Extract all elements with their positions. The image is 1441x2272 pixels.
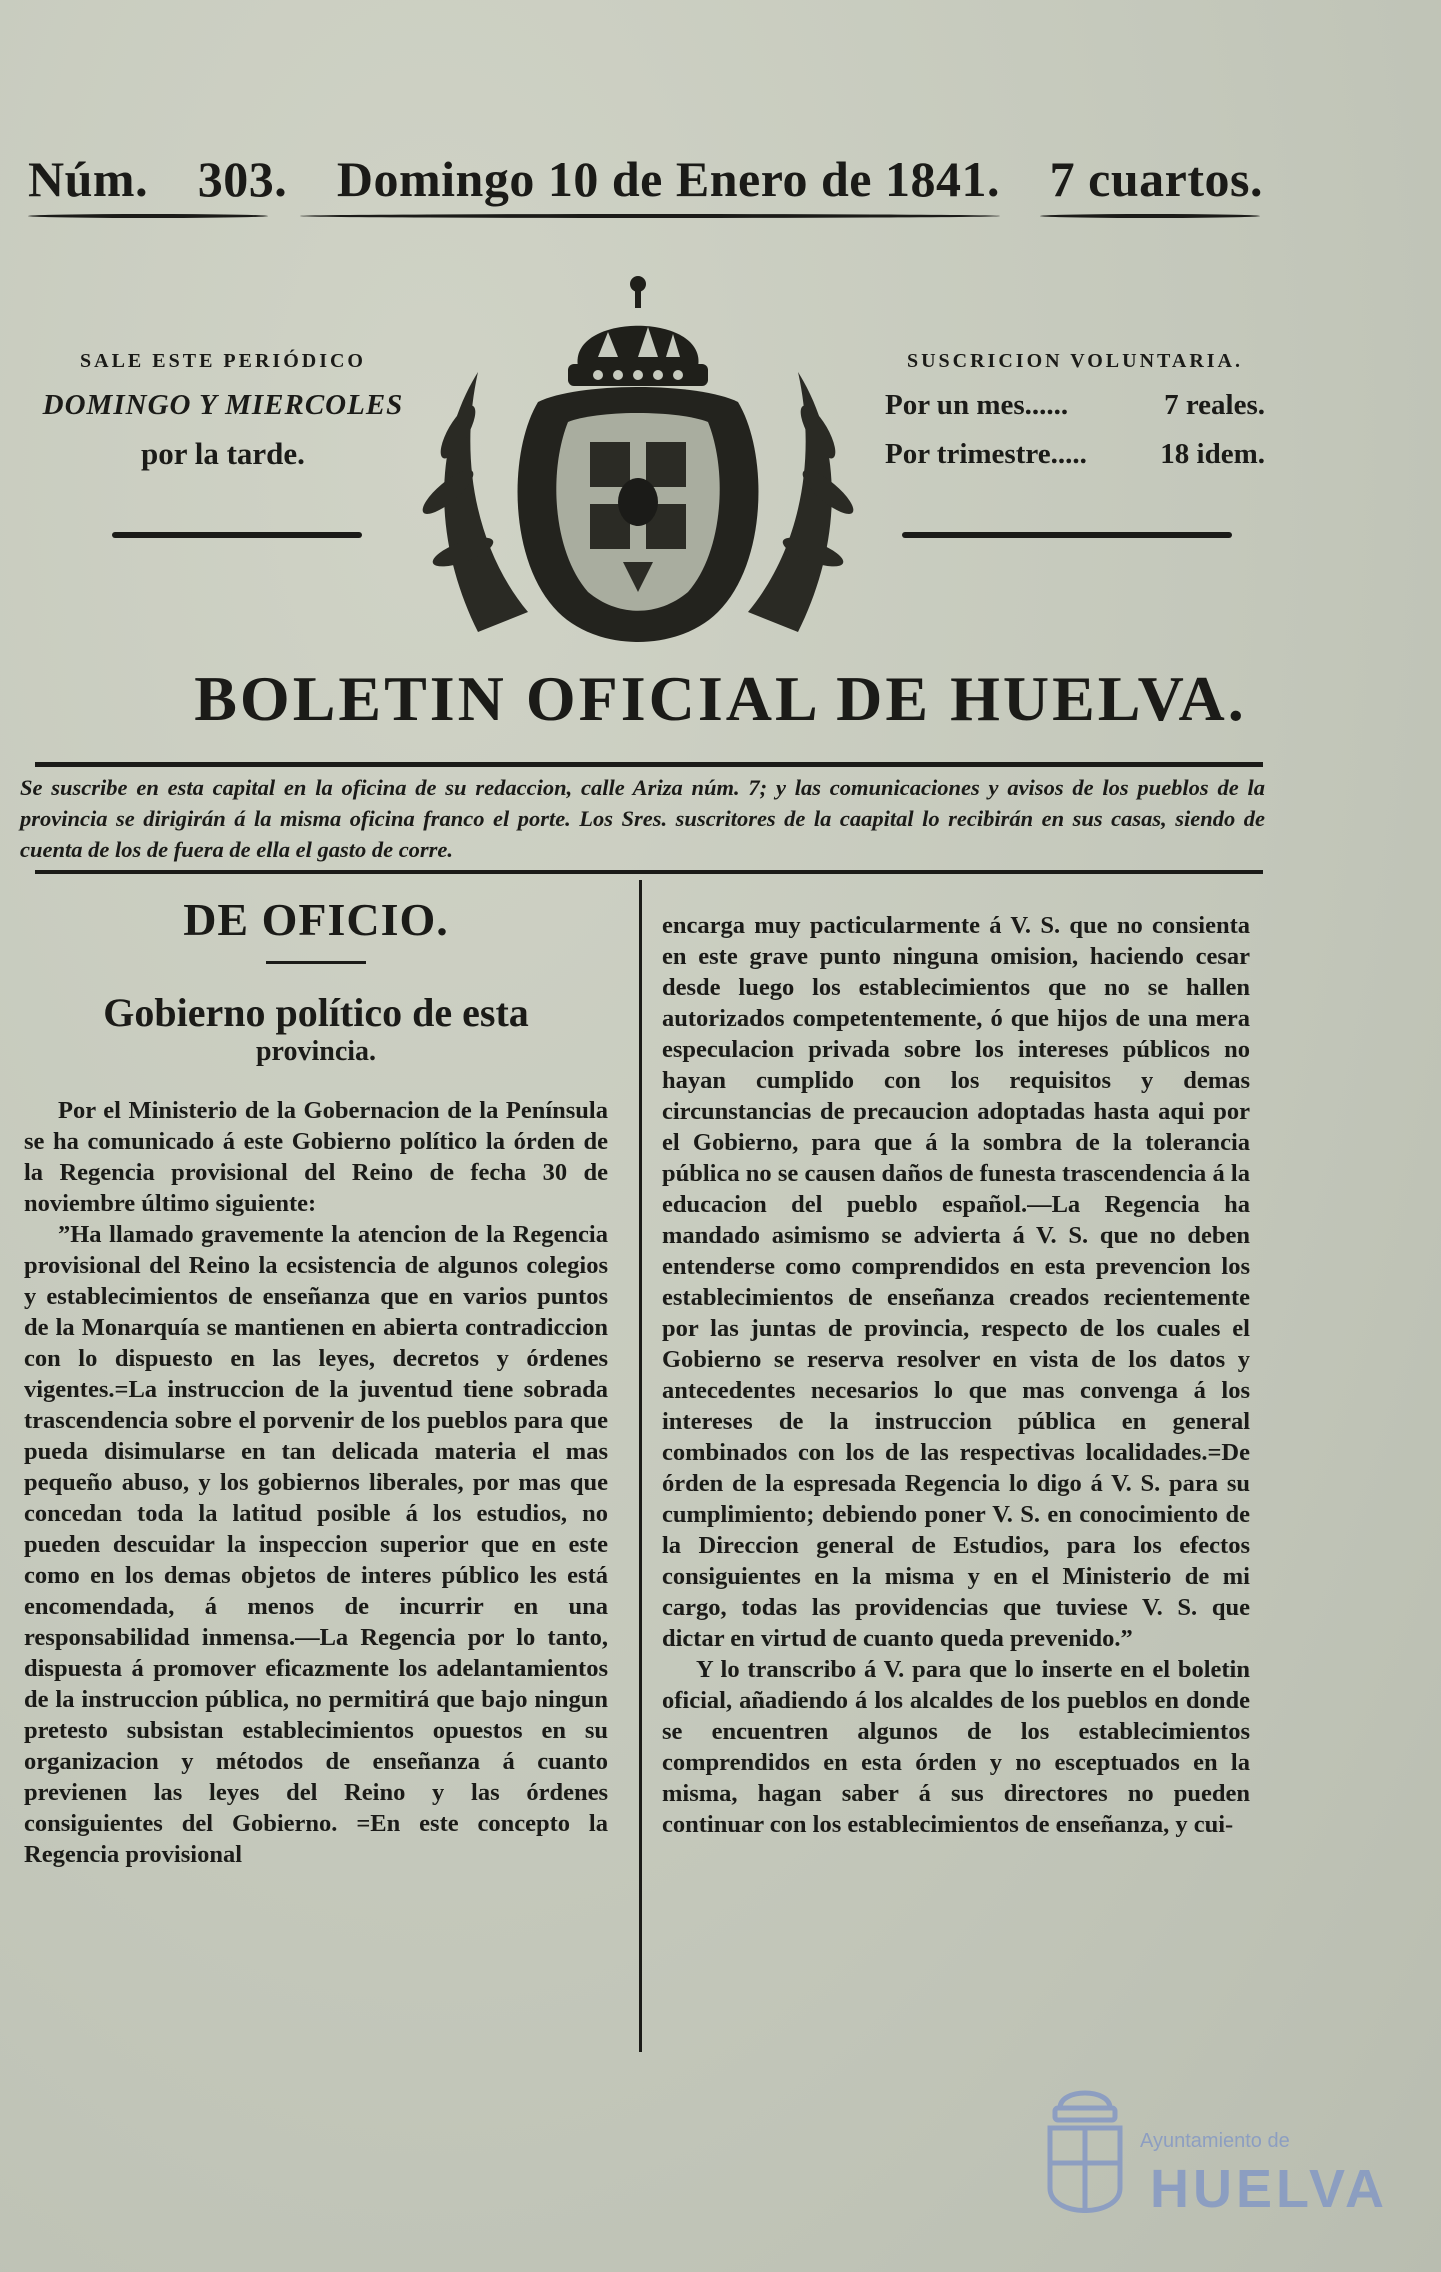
issue-date: Domingo 10 de Enero de 1841. <box>336 151 1000 207</box>
masthead-line <box>28 150 1263 208</box>
watermark-big-text: HUELVA <box>1150 2159 1388 2219</box>
government-title: Gobierno político de esta <box>103 990 529 1035</box>
publication-info-line3: por la tarde. <box>141 436 305 471</box>
notice-bottom-rule <box>35 870 1263 874</box>
left-paragraph-2: ”Ha llamado gravemente la atencion de la Regencia provisional del Reino la ecsistencia de algunos colegios y establecimientos de enseñanza que en varios puntos de la Monarquía se mantienen en abierta contradiccion con lo dispuesto en las leyes, decretos y órdenes vigentes.=La instruccion de la juventud tiene sobrada trascendencia sobre el porvenir de los pueblos para que pueda disimularse en tan delicada materia el mas pequeño abuso, y los gobiernos liberales, por mas que concedan toda la latitud posible á los estudios, no pueden descuidar la inspeccion superior que en este como en los demas objetos de interes público les está encomendada, á menos de incurrir en una responsabilidad inmensa.—La Regencia por lo tanto, dispuesta á promover eficazmente los adelantamientos de la instruccion pública, no permitirá que bajo ningun pretesto subsistan establecimientos opuestos en su organizacion y métodos de enseñanza á cuanto previenen las leyes del Reino y las órdenes consiguientes del Gobierno. =En este concepto la Regencia provisional <box>24 1221 608 1868</box>
subscription-month-label: Por un mes...... <box>885 389 1069 421</box>
left-column <box>24 894 608 1870</box>
left-paragraph-1: Por el Ministerio de la Gobernacion de la Península se ha comunicado á este Gobierno político la órden de la Regencia provisional del Reino de fecha 30 de noviembre último siguiente: <box>24 1097 608 1217</box>
subscription-month-price: 7 reales. <box>1164 389 1265 421</box>
government-subtitle: provincia. <box>255 1036 377 1067</box>
section-heading: DE OFICIO. <box>183 894 449 945</box>
subscription-quarter-label: Por trimestre..... <box>885 438 1087 470</box>
masthead-underline-2 <box>300 214 1000 218</box>
num-label: Núm. <box>28 151 149 207</box>
masthead-underline-3 <box>1040 214 1260 218</box>
watermark-crest-icon <box>1030 2068 1140 2238</box>
publication-info-line2: DOMINGO Y MIERCOLES <box>42 389 404 421</box>
coat-of-arms-icon <box>418 272 858 652</box>
publication-info <box>28 350 418 472</box>
subscription-info <box>885 350 1265 471</box>
subscription-quarter-row <box>885 438 1265 471</box>
column-divider <box>639 880 642 2052</box>
right-paragraph-2: Y lo transcribo á V. para que lo inserte en el boletin oficial, añadiendo á los alcaldes de los pueblos en donde se encuentren algunos de los establecimientos comprendidos en esta órden y no esceptuados en la misma, hagan saber á sus directores no pueden continuar con los establecimientos de enseñanza, y cui- <box>662 1656 1250 1838</box>
left-block-rule <box>112 532 362 538</box>
right-paragraph-1: encarga muy pacticularmente á V. S. que no consienta en este grave punto ninguna omision, haciendo cesar desde luego los establecimientos que no se hallen autorizados competentemente, ó que hijos de una mera especulacion privada sobre los intereses públicos no hayan cumplido con los requisitos y demas circunstancias de precaucion adoptadas hasta aqui por el Gobierno, para que á la sombra de la tolerancia pública no se causen daños de funesta trascendencia á la educacion del pueblo español.—La Regencia ha mandado asimismo se advierta á V. S. que no deben entenderse como comprendidos en esta prevencion los establecimientos de enseñanza creados recientemente por las juntas de provincia, respecto de los cuales el Gobierno se reserva resolver en vista de los datos y antecedentes necesarios lo que mas convenga á los intereses de la instruccion pública en general combinados con los de las respectivas localidades.=De órden de la espresada Regencia lo digo á V. S. para su cumplimiento; debiendo poner V. S. en conocimiento de la Direccion general de Estudios, para los efectos consiguientes en la misma y en el Ministerio de mi cargo, todas las providencias que tuviese V. S. que dictar en virtud de cuanto queda prevenido.” <box>662 912 1250 1652</box>
subscription-month-row <box>885 389 1265 422</box>
subscription-notice: Se suscribe en esta capital en la oficina de su redaccion, calle Ariza núm. 7; y las comunicaciones y avisos de los pueblos de la provincia se dirigirán á la misma oficina franco el porte. Los Sres. suscritores de la caapital lo recibirán en sus casas, siendo de cuenta de los de fuera de ella el gasto de corre. <box>20 775 1265 862</box>
masthead-underline-1 <box>28 214 268 218</box>
subscription-title: SUSCRICION VOLUNTARIA. <box>906 350 1244 372</box>
watermark <box>1030 2068 1388 2258</box>
newspaper-title: BOLETIN OFICIAL DE HUELVA. <box>194 663 1247 734</box>
notice-top-rule <box>35 762 1263 767</box>
issue-number: 303. <box>197 151 288 207</box>
subscription-quarter-price: 18 idem. <box>1160 438 1265 470</box>
right-block-rule <box>902 532 1232 538</box>
section-rule <box>266 961 366 964</box>
right-column <box>662 910 1250 1840</box>
watermark-small-text: Ayuntamiento de <box>1140 2130 1290 2152</box>
issue-price: 7 cuartos. <box>1049 151 1263 207</box>
publication-info-line1: SALE ESTE PERIÓDICO <box>80 350 366 372</box>
